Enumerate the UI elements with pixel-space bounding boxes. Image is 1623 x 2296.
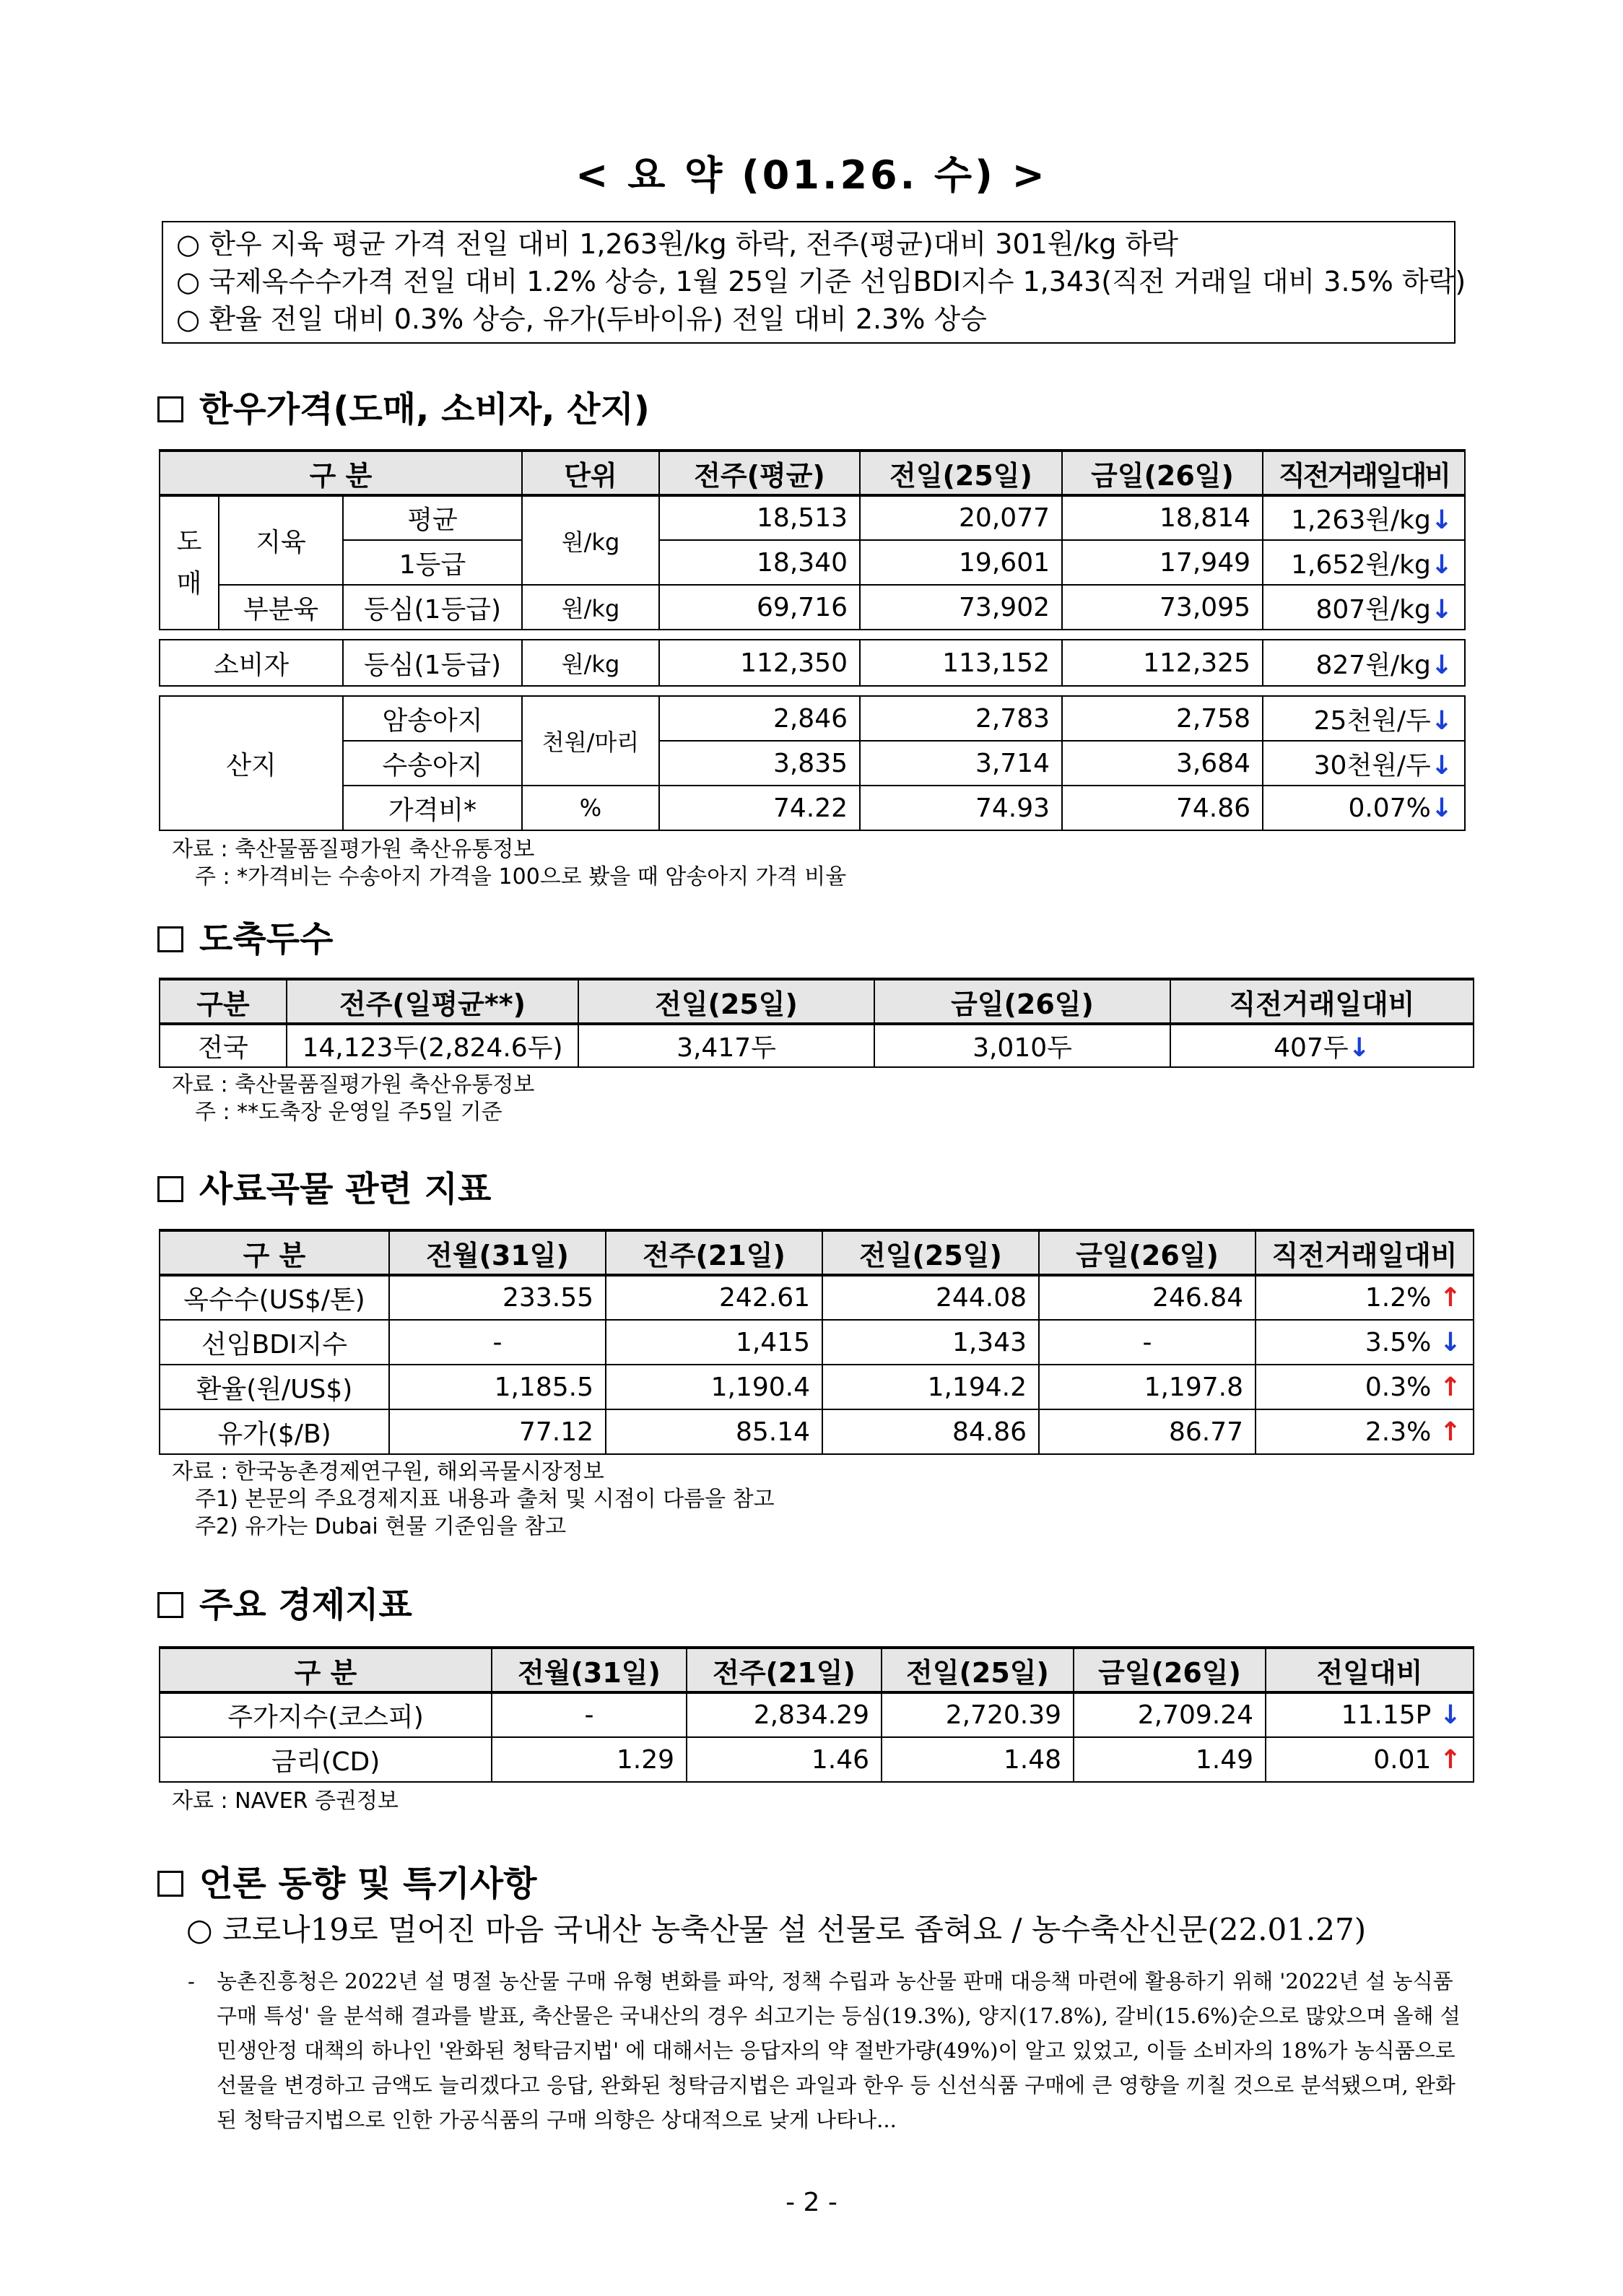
change-value: 25천원/두 (1313, 705, 1431, 736)
header-prev-day: 전일(25일) (578, 979, 874, 1024)
feed-footnote-2: 주2) 유가는 Dubai 현물 기준임을 참고 (195, 1514, 567, 1539)
table-row (160, 495, 1465, 540)
change-value: 0.07% (1348, 793, 1431, 823)
change-value: 1,263원/kg (1291, 505, 1431, 535)
section-news-heading (157, 1856, 536, 1905)
cell-value: 1,194.2 (822, 1365, 1039, 1409)
row-label: 금리(CD) (160, 1737, 492, 1782)
cell-value: 1.29 (492, 1737, 687, 1782)
cell-value: 14,123두(2,824.6두) (287, 1024, 578, 1067)
cell-value: 2,834.29 (687, 1692, 882, 1737)
cell-value: 84.86 (822, 1409, 1039, 1454)
unit-label: % (522, 786, 659, 830)
table-row (160, 1275, 1474, 1320)
change-cell (1263, 540, 1465, 585)
cell-value: 18,513 (659, 495, 860, 540)
header-prev-day: 전일(25일) (860, 451, 1062, 495)
header-gubun: 구 분 (160, 1648, 492, 1692)
header-today: 금일(26일) (1062, 451, 1263, 495)
summary-line-2: ○ 국제옥수수가격 전일 대비 1.2% 상승, 1월 25일 기준 선임BDI지수 1,343(직전 거래일 대비 3.5% 하락) (176, 266, 1466, 297)
page-number: - 2 - (786, 2188, 837, 2217)
table-row (160, 1692, 1474, 1737)
unit-label: 원/kg (522, 495, 659, 585)
row-label: 주가지수(코스피) (160, 1692, 492, 1737)
page-title: < 요 약 (01.26. 수) > (575, 152, 1048, 198)
header-last-week: 전주(21일) (606, 1230, 822, 1275)
header-gubun: 구 분 (160, 451, 522, 495)
cell-value: - (492, 1692, 687, 1737)
cell-value: 113,152 (860, 640, 1062, 686)
cell-value: 2,846 (659, 696, 860, 741)
arrow-up-icon: ↑ (1439, 1283, 1461, 1313)
unit-label: 천원/마리 (522, 696, 659, 786)
econ-source-note: 자료 : NAVER 증권정보 (172, 1788, 399, 1814)
arrow-down-icon: ↓ (1430, 705, 1453, 736)
cell-value: 3,714 (860, 741, 1062, 786)
change-cell (1256, 1320, 1474, 1365)
deungsim-label: 등심(1등급) (343, 585, 522, 630)
cell-value: 1.48 (882, 1737, 1074, 1782)
change-value: 30천원/두 (1313, 750, 1431, 780)
cell-value: 2,709.24 (1074, 1692, 1266, 1737)
arrow-down-icon: ↓ (1430, 549, 1453, 580)
section-hanwoo-title: 한우가격(도매, 소비자, 산지) (199, 389, 650, 430)
arrow-down-icon: ↓ (1348, 1033, 1370, 1063)
section-econ-heading (157, 1577, 412, 1627)
domae-label: 도 매 (160, 495, 219, 630)
cell-value: 86.77 (1039, 1409, 1256, 1454)
header-today: 금일(26일) (874, 979, 1170, 1024)
cell-value: 1,190.4 (606, 1365, 822, 1409)
arrow-up-icon: ↑ (1439, 1417, 1461, 1447)
arrow-down-icon: ↓ (1430, 594, 1453, 625)
section-slaughter-heading (157, 911, 333, 961)
cell-value: 1,185.5 (389, 1365, 606, 1409)
cell-value: 3,010두 (874, 1024, 1170, 1067)
region-label: 전국 (160, 1024, 287, 1067)
arrow-down-icon: ↓ (1439, 1327, 1461, 1357)
cell-value: 74.22 (659, 786, 860, 830)
arrow-down-icon: ↓ (1430, 505, 1453, 535)
header-prev-day: 전일(25일) (822, 1230, 1039, 1275)
cell-value: 74.86 (1062, 786, 1263, 830)
spacer-row (160, 686, 1465, 696)
table-header-row (160, 1648, 1474, 1692)
cell-value: 20,077 (860, 495, 1062, 540)
table-row (160, 1365, 1474, 1409)
spacer-row (160, 630, 1465, 640)
cell-value: 2,720.39 (882, 1692, 1074, 1737)
cell-value: 18,340 (659, 540, 860, 585)
section-feed-heading (157, 1161, 491, 1211)
section-hanwoo-heading (157, 381, 650, 431)
cell-value: 246.84 (1039, 1275, 1256, 1320)
header-last-month: 전월(31일) (492, 1648, 687, 1692)
section-econ-title: 주요 경제지표 (199, 1585, 412, 1625)
change-value: 1.2% (1365, 1283, 1432, 1313)
section-slaughter-title: 도축두수 (199, 919, 334, 960)
susong-label: 수송아지 (343, 741, 522, 786)
table-row (160, 1320, 1474, 1365)
header-change: 직전거래일대비 (1256, 1230, 1474, 1275)
cell-value: 1.46 (687, 1737, 882, 1782)
header-last-month: 전월(31일) (389, 1230, 606, 1275)
arrow-up-icon: ↑ (1439, 1744, 1461, 1775)
row-label: 환율(원/US$) (160, 1365, 389, 1409)
change-value: 2.3% (1365, 1417, 1432, 1447)
slaughter-table (159, 978, 1474, 1068)
cell-value: 1.49 (1074, 1737, 1266, 1782)
header-change: 전일대비 (1266, 1648, 1474, 1692)
slaughter-footnote: 주 : **도축장 운영일 주5일 기준 (195, 1100, 502, 1125)
cell-value: - (389, 1320, 606, 1365)
table-row (160, 1737, 1474, 1782)
cell-value: 1,415 (606, 1320, 822, 1365)
cell-value: 77.12 (389, 1409, 606, 1454)
table-row (160, 1409, 1474, 1454)
cell-value: 3,417두 (578, 1024, 874, 1067)
grade1-label: 1등급 (343, 540, 522, 585)
change-value: 0.3% (1365, 1372, 1432, 1402)
consumer-label: 소비자 (160, 640, 343, 686)
header-change: 직전거래일대비 (1170, 979, 1474, 1024)
cell-value: 242.61 (606, 1275, 822, 1320)
change-cell (1266, 1692, 1474, 1737)
hanwoo-price-table (159, 449, 1466, 831)
change-cell (1266, 1737, 1474, 1782)
change-value: 0.01 (1373, 1744, 1432, 1775)
summary-box (162, 221, 1466, 344)
row-label: 유가($/B) (160, 1409, 389, 1454)
table-row (160, 741, 1465, 786)
avg-label: 평균 (343, 495, 522, 540)
cell-value: 2,783 (860, 696, 1062, 741)
header-gubun: 구분 (160, 979, 287, 1024)
table-header-row (160, 979, 1474, 1024)
unit-label: 원/kg (522, 640, 659, 686)
table-row (160, 1024, 1474, 1067)
change-cell (1263, 741, 1465, 786)
table-row (160, 540, 1465, 585)
cell-value: 3,835 (659, 741, 860, 786)
slaughter-source-note: 자료 : 축산물품질평가원 축산유통정보 (172, 1072, 535, 1097)
cell-value: 74.93 (860, 786, 1062, 830)
header-prev-day: 전일(25일) (882, 1648, 1074, 1692)
change-cell (1263, 585, 1465, 630)
table-header-row (160, 451, 1465, 495)
cell-value: 112,325 (1062, 640, 1263, 686)
summary-line-1: ○ 한우 지육 평균 가격 전일 대비 1,263원/kg 하락, 전주(평균)대비 301원/kg 하락 (176, 228, 1178, 260)
arrow-down-icon: ↓ (1430, 650, 1453, 680)
cell-value: 73,095 (1062, 585, 1263, 630)
cell-value: 244.08 (822, 1275, 1039, 1320)
arrow-down-icon: ↓ (1439, 1700, 1461, 1730)
change-cell (1263, 786, 1465, 830)
jiyuk-label: 지육 (219, 495, 343, 585)
table-row (160, 585, 1465, 630)
arrow-down-icon: ↓ (1430, 750, 1453, 780)
arrow-down-icon: ↓ (1430, 793, 1453, 823)
change-cell (1256, 1275, 1474, 1320)
change-value: 827원/kg (1315, 650, 1431, 680)
hanwoo-footnote: 주 : *가격비는 수송아지 가격을 100으로 봤을 때 암송아지 가격 비율 (195, 864, 847, 890)
table-header-row (160, 1230, 1474, 1275)
cell-value: 73,902 (860, 585, 1062, 630)
change-cell (1263, 640, 1465, 686)
change-cell (1263, 696, 1465, 741)
checkbox-square-icon (157, 1592, 183, 1618)
header-unit: 단위 (522, 451, 659, 495)
change-value: 11.15P (1341, 1700, 1432, 1730)
table-row (160, 640, 1465, 686)
cell-value: 3,684 (1062, 741, 1263, 786)
news-body (188, 1964, 1473, 2137)
cell-value: 233.55 (389, 1275, 606, 1320)
change-value: 807원/kg (1315, 594, 1431, 625)
deungsim-label: 등심(1등급) (343, 640, 522, 686)
econ-table (159, 1646, 1474, 1783)
change-value: 3.5% (1365, 1327, 1432, 1357)
checkbox-square-icon (157, 1176, 183, 1202)
checkbox-square-icon (157, 396, 183, 422)
amsong-label: 암송아지 (343, 696, 522, 741)
change-cell (1256, 1409, 1474, 1454)
section-news-title: 언론 동향 및 특기사항 (199, 1864, 537, 1904)
header-today: 금일(26일) (1074, 1648, 1266, 1692)
header-last-week: 전주(평균) (659, 451, 860, 495)
bubun-label: 부분육 (219, 585, 343, 630)
feed-table (159, 1229, 1474, 1455)
cell-value: 2,758 (1062, 696, 1263, 741)
cell-value: 69,716 (659, 585, 860, 630)
feed-footnote-1: 주1) 본문의 주요경제지표 내용과 출처 및 시점이 다름을 참고 (195, 1487, 775, 1512)
cell-value: 19,601 (860, 540, 1062, 585)
cell-value: - (1039, 1320, 1256, 1365)
news-text: 농촌진흥청은 2022년 설 명절 농산물 구매 유형 변화를 파악, 정책 수립과 농산물 판매 대응책 마련에 활용하기 위해 '2022년 설 농식품 구매 특성' 을 분석해 결과를 발표, 축산물은 국내산의 경우 쇠고기는 등심(19.3%), 양지(17.8%), 갈비(15.6%)순으로 많았으며 올해 설 민생안정 대책의 하나인 '완화된 청탁금지법' 에 대해서는 응답자의 약 절반가량(49%)이 알고 있었고, 이들 소비자의 18%가 농식품으로 선물을 변경하고 금액도 늘리겠다고 응답, 완화된 청탁금지법은 과일과 한우 등 신선식품 구매에 큰 영향을 끼칠 것으로 분석됐으며, 완화된 청탁금지법으로 인한 가공식품의 구매 의향은 상대적으로 낮게 나타나... (217, 1969, 1461, 2132)
cell-value: 18,814 (1062, 495, 1263, 540)
feed-source-note: 자료 : 한국농촌경제연구원, 해외곡물시장정보 (172, 1459, 604, 1484)
change-cell (1170, 1024, 1474, 1067)
ratio-label: 가격비* (343, 786, 522, 830)
dash-marker: - (188, 1969, 195, 1993)
arrow-up-icon: ↑ (1439, 1372, 1461, 1402)
cell-value: 85.14 (606, 1409, 822, 1454)
row-label: 옥수수(US$/톤) (160, 1275, 389, 1320)
cell-value: 17,949 (1062, 540, 1263, 585)
header-today: 금일(26일) (1039, 1230, 1256, 1275)
section-feed-title: 사료곡물 관련 지표 (199, 1169, 492, 1209)
table-row (160, 696, 1465, 741)
change-cell (1263, 495, 1465, 540)
header-last-week: 전주(21일) (687, 1648, 882, 1692)
change-value: 1,652원/kg (1291, 549, 1431, 580)
change-value: 407두 (1274, 1033, 1349, 1063)
table-row (160, 786, 1465, 830)
sanji-label: 산지 (160, 696, 343, 830)
unit-label: 원/kg (522, 585, 659, 630)
change-cell (1256, 1365, 1474, 1409)
cell-value: 1,197.8 (1039, 1365, 1256, 1409)
checkbox-square-icon (157, 926, 183, 952)
header-gubun: 구 분 (160, 1230, 389, 1275)
checkbox-square-icon (157, 1871, 183, 1897)
hanwoo-source-note: 자료 : 축산물품질평가원 축산유통정보 (172, 837, 535, 862)
news-headline: ○ 코로나19로 멀어진 마음 국내산 농축산물 설 선물로 좁혀요 / 농수축산신문(22.01.27) (186, 1912, 1367, 1947)
cell-value: 1,343 (822, 1320, 1039, 1365)
header-last-week: 전주(일평균**) (287, 979, 578, 1024)
summary-line-3: ○ 환율 전일 대비 0.3% 상승, 유가(두바이유) 전일 대비 2.3% 상승 (176, 303, 987, 335)
header-change: 직전거래일대비 (1263, 451, 1465, 495)
row-label: 선임BDI지수 (160, 1320, 389, 1365)
cell-value: 112,350 (659, 640, 860, 686)
